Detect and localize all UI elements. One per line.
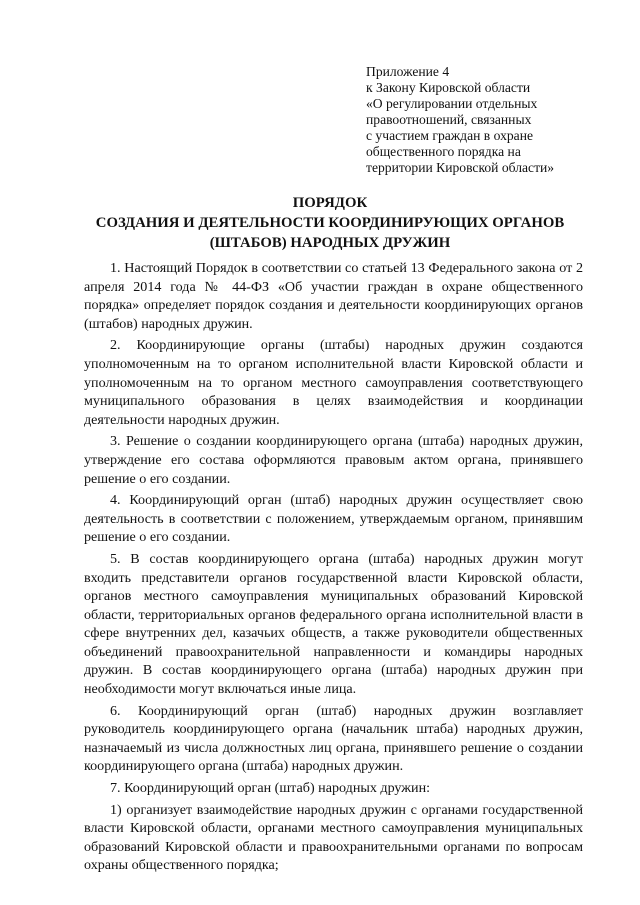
paragraph-1: 1. Настоящий Порядок в соответствии со статьей 13 Федерального закона от 2 апреля 2014 года № 44-ФЗ «Об участии граждан в охране общественного порядка» определяет порядок создания и деятельности координирующих органов (штабов) народных дружин. [84, 260, 583, 332]
title-line: СОЗДАНИЯ И ДЕЯТЕЛЬНОСТИ КООРДИНИРУЮЩИХ ОРГАНОВ [95, 215, 565, 231]
appendix-line: с участием граждан в охране [366, 128, 534, 143]
paragraph-7: 7. Координирующий орган (штаб) народных дружин: [110, 780, 431, 797]
paragraph-5: 5. В состав координирующего органа (штаба) народных дружин могут входить представители органов государственной власти Кировской области, органов местного самоуправления муниципальных образований Кировской области, территориальных органов федерального органа исполнительной власти в сфере внутренних дел, казачьих обществ, а также руководители общественных объединений правоохранительной направленности и командиры народных дружин. В состав координирующего органа (штаба) народных дружин при необходимости могут включаться иные лица. [84, 550, 583, 698]
appendix-line: к Закону Кировской области [366, 80, 531, 95]
paragraph-3: 3. Решение о создании координирующего органа (штаба) народных дружин, утверждение его состава оформляются правовым актом органа, принявшего решение о его создании. [84, 433, 583, 487]
paragraph-7-item-1: 1) организует взаимодействие народных дружин с органами государственной власти Кировской области, органами местного самоуправления муниципальных образований Кировской области и правоохранительными органами по вопросам охраны общественного порядка; [84, 801, 583, 874]
paragraph-6: 6. Координирующий орган (штаб) народных дружин возглавляет руководитель координирующего органа (начальник штаба) народных дружин, назначаемый из числа должностных лиц органа, принявшего решение о создании координирующего органа (штаба) народных дружин. [84, 702, 583, 775]
appendix-line: правоотношений, связанных [366, 112, 532, 127]
appendix-line: «О регулировании отдельных [366, 96, 538, 111]
title-line: (ШТАБОВ) НАРОДНЫХ ДРУЖИН [209, 235, 451, 251]
document-title [60, 193, 600, 253]
appendix-header [366, 64, 596, 176]
paragraph-2: 2. Координирующие органы (штабы) народных дружин создаются уполномоченным на то органом исполнительной власти Кировской области и уполномоченным на то органом местного самоуправления соответствующего муниципального образования в целях взаимодействия и координации деятельности народных дружин. [84, 337, 583, 428]
title-line: ПОРЯДОК [292, 195, 368, 211]
paragraph-4: 4. Координирующий орган (штаб) народных дружин осуществляет свою деятельность в соответствии с положением, утверждаемым органом, принявшим решение о его создании. [84, 492, 583, 546]
appendix-line: территории Кировской области» [366, 160, 555, 175]
appendix-line: Приложение 4 [366, 64, 450, 79]
document-body [84, 259, 583, 878]
appendix-line: общественного порядка на [366, 144, 521, 159]
